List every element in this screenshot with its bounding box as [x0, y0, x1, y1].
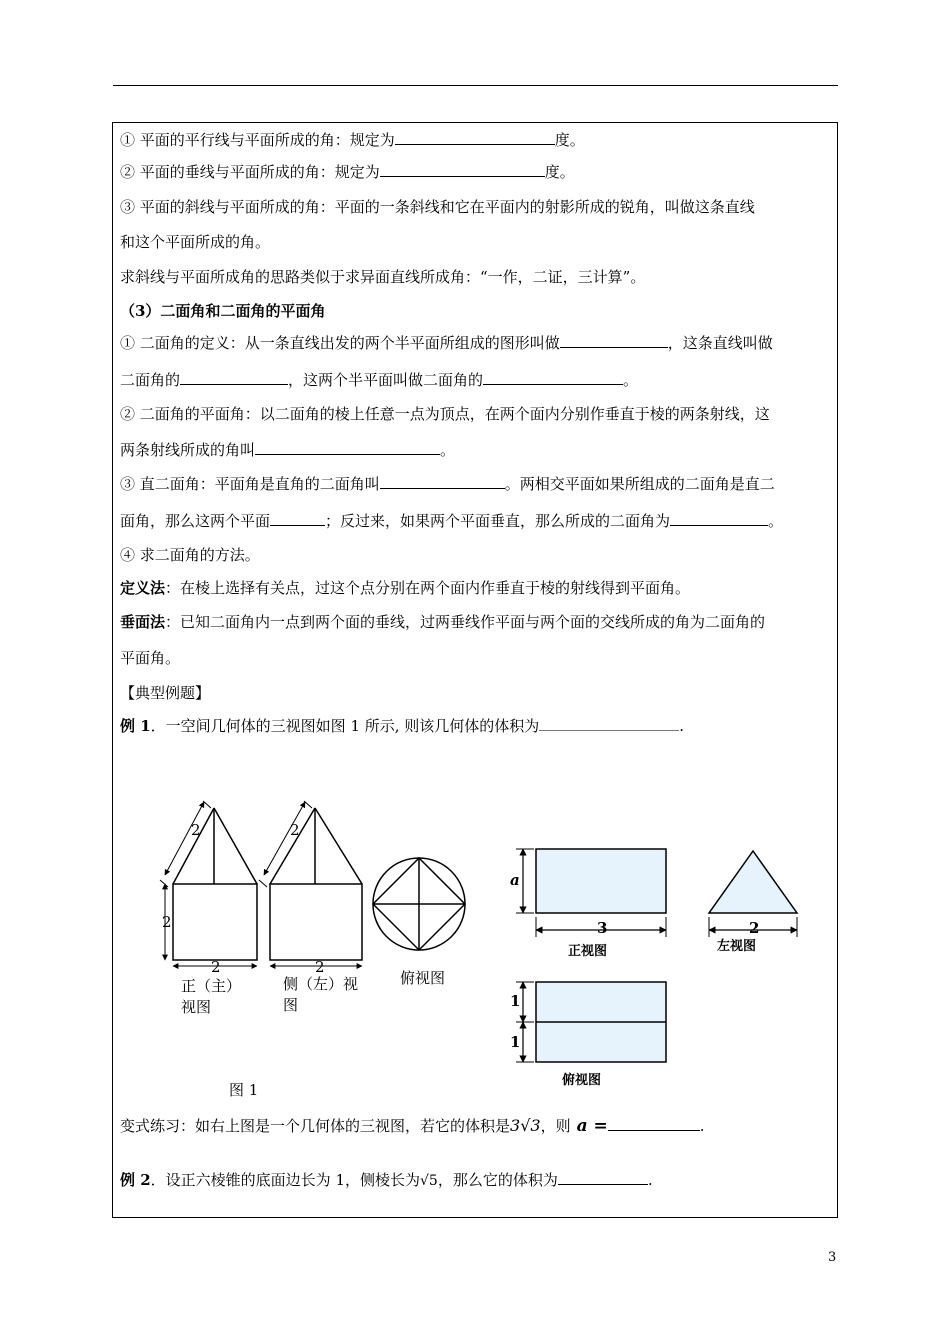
line-parallel-angle: ① 平面的平行线与平面所成的角：规定为 度。 [120, 131, 585, 149]
line-oblique-a: ③ 平面的斜线与平面所成的角：平面的一条斜线和它在平面内的射影所成的锐角，叫做这条直线 [120, 198, 755, 216]
line-perp-method-b: 平面角。 [120, 649, 181, 667]
line-def1a: ① 二面角的定义：从一条直线出发的两个半平面所组成的图形叫做 ，这条直线叫做 [120, 334, 773, 352]
fig2-front-width: 3 [597, 919, 608, 937]
front-width-dim: 2 [211, 958, 221, 976]
fig2-top-dim-2: 1 [510, 1033, 521, 1051]
front-view-label-1: 正（主） [181, 977, 242, 995]
side-view [259, 801, 362, 966]
top-view [373, 858, 465, 950]
blank-ex2-volume[interactable] [558, 1170, 648, 1185]
blank-a-value[interactable] [608, 1116, 700, 1131]
line-perp-method-a: 垂面法：已知二面角内一点到两个面的垂线，过两垂线作平面与两个面的交线所成的角为二面角的 [120, 613, 766, 631]
line-oblique-b: 和这个平面所成的角。 [120, 233, 271, 251]
line-def1b: 二面角的 ，这两个半平面叫做二面角的 。 [120, 371, 639, 389]
fig2-top-view [516, 982, 666, 1062]
line-def2a: ② 二面角的平面角：以二面角的棱上任意一点为顶点，在两个面内分别作垂直于棱的两条射线，这 [120, 405, 770, 423]
side-view-label-2: 图 [283, 996, 299, 1014]
fig2-left-label: 左视图 [717, 939, 757, 954]
line-def2b: 两条射线所成的角叫 。 [120, 441, 456, 459]
section-heading: （3）二面角和二面角的平面角 [120, 302, 326, 320]
line-def4: ④ 求二面角的方法。 [120, 546, 260, 564]
front-view-label-2: 视图 [181, 998, 212, 1016]
fig2-front-view [516, 849, 666, 937]
line-perpendicular-angle: ② 平面的垂线与平面所成的角：规定为 度。 [120, 163, 575, 181]
example-1: 例 1．一空间几何体的三视图如图 1 所示, 则该几何体的体积为 . [120, 717, 685, 735]
top-view-label: 俯视图 [400, 969, 446, 987]
fig2-front-label: 正视图 [568, 944, 608, 959]
line-method: 求斜线与平面所成角的思路类似于求异面直线所成角：“一作，二证，三计算”。 [120, 268, 646, 286]
side-width-dim: 2 [315, 958, 325, 976]
examples-heading: 【典型例题】 [120, 684, 211, 702]
line-definition-method: 定义法：在棱上选择有关点，过这个点分别在两个面内作垂直于棱的射线得到平面角。 [120, 579, 691, 597]
figure-1-caption: 图 1 [229, 1081, 259, 1099]
fig2-top-dim-1: 1 [510, 992, 521, 1010]
variation-exercise: 变式练习：如右上图是一个几何体的三视图，若它的体积是3√3，则 a = . [120, 1116, 705, 1136]
front-view [160, 801, 257, 966]
fig2-left-width: 2 [749, 919, 760, 937]
side-slant-dim: 2 [290, 821, 300, 839]
page-number: 3 [828, 1250, 837, 1265]
example-2: 例 2．设正六棱锥的底面边长为 1，侧棱长为√5，那么它的体积为 . [120, 1171, 653, 1189]
line-def3b: 面角，那么这两个平面 ；反过来，如果两个平面垂直，那么所成的二面角为 。 [120, 512, 784, 530]
front-height-dim: 2 [162, 913, 172, 931]
fig2-top-label: 俯视图 [562, 1073, 602, 1088]
side-view-label-1: 侧（左）视 [283, 975, 359, 993]
line-def3a: ③ 直二面角：平面角是直角的二面角叫 。两相交平面如果所组成的二面角是直二 [120, 475, 775, 493]
front-slant-dim: 2 [191, 821, 201, 839]
fig2-a-label: a [510, 871, 520, 889]
